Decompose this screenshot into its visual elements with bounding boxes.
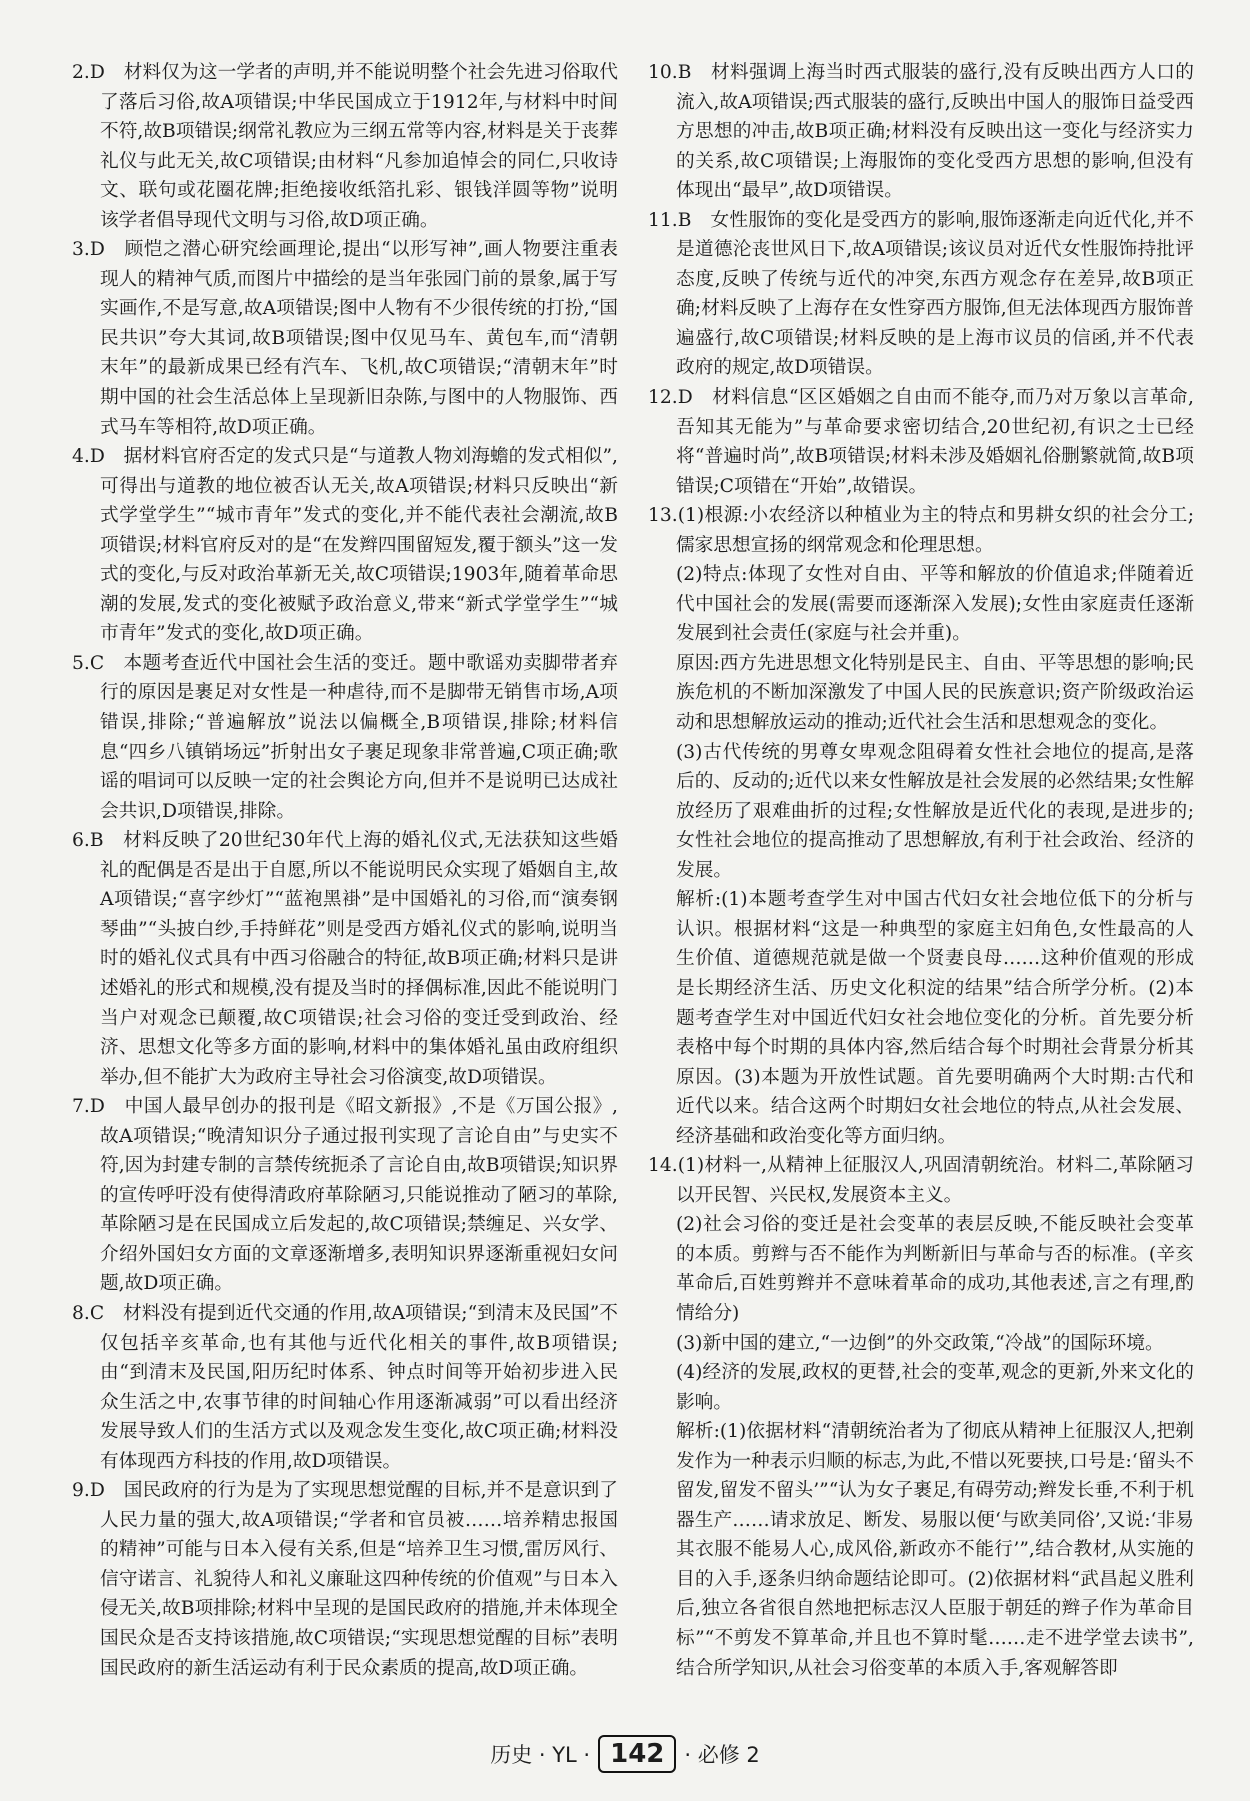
answer-paragraph: 解析:(1)本题考查学生对中国古代妇女社会地位低下的分析与认识。根据材料“这是一种典型的家庭主妇角色,女性最高的人生价值、道德规范就是做一个贤妻良母……这种价值观的形成是长期经济生活、历史文化积淀的结果”结合所学分析。(2)本题考查学生对中国近代妇女社会地位变化的分析。首先要分析表格中每个时期的具体内容,然后结合每个时期社会背景分析其原因。(3)本题为开放性试题。首先要明确两个大时期:古代和近代以来。结合这两个时期妇女社会地位的特点,从社会发展、经济基础和政治变化等方面归纳。	[676, 889, 1194, 1147]
answer-paragraph: 11.B 女性服饰的变化是受西方的影响,服饰逐渐走向近代化,并不是道德沦丧世风日下,故A项错误;该议员对近代女性服饰持批评态度,反映了传统与近代的冲突,东西方观念存在差异,故B项正确;材料反映了上海存在女性穿西方服饰,但无法体现西方服饰普遍盛行,故C项错误;材料反映的是上海市议员的信函,并不代表政府的规定,故D项错误。	[648, 209, 1194, 379]
answer-paragraph: 3.D 顾恺之潜心研究绘画理论,提出“以形写神”,画人物要注重表现人的精神气质,而图片中描绘的是当年张园门前的景象,属于写实画作,不是写意,故A项错误;图中人物有不少很传统的打扮,“国民共识”夸大其词,故B项错误;图中仅见马车、黄包车,而“清朝末年”的最新成果已经有汽车、飞机,故C项错误;“清朝末年”时期中国的社会生活总体上呈现新旧杂陈,与图中的人物服饰、西式马车等相符,故D项正确。	[72, 239, 618, 438]
answer-paragraph: 12.D 材料信息“区区婚姻之自由而不能夺,而乃对万象以言革命,吾知其无能为”与革命要求密切结合,20世纪初,有识之士已经将“普遍时尚”,故B项错误;材料未涉及婚姻礼俗删繁就简,故B项错误;C项错在“开始”,故错误。	[648, 387, 1194, 497]
left-column	[72, 58, 618, 1683]
answer-paragraph: (4)经济的发展,政权的更替,社会的变革,观念的更新,外来文化的影响。	[676, 1362, 1194, 1413]
answer-paragraph: 6.B 材料反映了20世纪30年代上海的婚礼仪式,无法获知这些婚礼的配偶是否是出于自愿,所以不能说明民众实现了婚姻自主,故A项错误;“喜字纱灯”“蓝袍黑褂”是中国婚礼的习俗,而“演奏钢琴曲”“头披白纱,手持鲜花”则是受西方婚礼仪式的影响,说明当时的婚礼仪式具有中西习俗融合的特征,故B项正确;材料只是讲述婚礼的形式和规模,没有提及当时的择偶标准,因此不能说明门当户对观念已颠覆,故C项错误;社会习俗的变迁受到政治、经济、思想文化等多方面的影响,材料中的集体婚礼虽由政府组织举办,但不能扩大为政府主导社会习俗演变,故D项错误。	[72, 830, 618, 1088]
answer-paragraph: (2)社会习俗的变迁是社会变革的表层反映,不能反映社会变革的本质。剪辫与否不能作为判断新旧与革命与否的标准。(辛亥革命后,百姓剪辫并不意味着革命的成功,其他表述,言之有理,酌情给分)	[676, 1214, 1194, 1324]
footer-subject: 历史 · YL ·	[490, 1743, 591, 1767]
answer-paragraph: 5.C 本题考查近代中国社会生活的变迁。题中歌谣劝卖脚带者弃行的原因是裹足对女性是一种虐待,而不是脚带无销售市场,A项错误,排除;“普遍解放”说法以偏概全,B项错误,排除;材料信息“四乡八镇销场远”折射出女子裹足现象非常普遍,C项正确;歌谣的唱词可以反映一定的社会舆论方向,但并不是说明已达成社会共识,D项错误,排除。	[72, 652, 618, 822]
page-number: 142	[598, 1735, 676, 1773]
answer-paragraph: 4.D 据材料官府否定的发式只是“与道教人物刘海蟾的发式相似”,可得出与道教的地位被否认无关,故A项错误;材料只反映出“新式学堂学生”“城市青年”发式的变化,并不能代表社会潮流,故B项错误;材料官府反对的是“在发辫四围留短发,覆于额头”这一发式的变化,与反对政治革新无关,故C项错误;1903年,随着革命思潮的发展,发式的变化被赋予政治意义,带来“新式学堂学生”“城市青年”发式的变化,故D项正确。	[72, 446, 618, 645]
answer-paragraph: 13.(1)根源:小农经济以种植业为主的特点和男耕女织的社会分工;儒家思想宣扬的纲常观念和伦理思想。	[648, 505, 1194, 556]
answer-paragraph: (2)特点:体现了女性对自由、平等和解放的价值追求;伴随着近代中国社会的发展(需要而逐渐深入发展);女性由家庭责任逐渐发展到社会责任(家庭与社会并重)。	[676, 564, 1194, 645]
answer-paragraph: 14.(1)材料一,从精神上征服汉人,巩固清朝统治。材料二,革除陋习以开民智、兴民权,发展资本主义。	[648, 1155, 1194, 1206]
footer-module: · 必修 2	[684, 1743, 760, 1767]
answer-paragraph: 2.D 材料仅为这一学者的声明,并不能说明整个社会先进习俗取代了落后习俗,故A项错误;中华民国成立于1912年,与材料中时间不符,故B项错误;纲常礼教应为三纲五常等内容,材料是关于丧葬礼仪与此无关,故C项错误;由材料“凡参加追悼会的同仁,只收诗文、联句或花圈花牌;拒绝接收纸箔扎彩、银钱洋圆等物”说明该学者倡导现代文明与习俗,故D项正确。	[72, 62, 618, 231]
answer-paragraph: 8.C 材料没有提到近代交通的作用,故A项错误;“到清末及民国”不仅包括辛亥革命,也有其他与近代化相关的事件,故B项错误;由“到清末及民国,阳历纪时体系、钟点时间等开始初步进入民众生活之中,农事节律的时间轴心作用逐渐减弱”可以看出经济发展导致人们的生活方式以及观念发生变化,故C项正确;材料没有体现西方科技的作用,故D项错误。	[72, 1302, 618, 1472]
answer-paragraph: (3)新中国的建立,“一边倒”的外交政策,“冷战”的国际环境。	[676, 1332, 1164, 1354]
page-footer	[0, 1735, 1250, 1773]
answer-paragraph: 7.D 中国人最早创办的报刊是《昭文新报》,不是《万国公报》,故A项错误;“晚清知识分子通过报刊实现了言论自由”与史实不符,因为封建专制的言禁传统扼杀了言论自由,故B项错误;知识界的宣传呼吁没有使得清政府革除陋习,只能说推动了陋习的革除,革除陋习是在民国成立后发起的,故C项错误;禁缠足、兴女学、介绍外国妇女方面的文章逐渐增多,表明知识界逐渐重视妇女问题,故D项正确。	[72, 1096, 618, 1295]
answer-paragraph: 原因:西方先进思想文化特别是民主、自由、平等思想的影响;民族危机的不断加深激发了中国人民的民族意识;资产阶级政治运动和思想解放运动的推动;近代社会生活和思想观念的变化。	[676, 652, 1194, 734]
answer-paragraph: (3)古代传统的男尊女卑观念阻碍着女性社会地位的提高,是落后的、反动的;近代以来女性解放是社会发展的必然结果;女性解放经历了艰难曲折的过程;女性解放是近代化的表现,是进步的;女性社会地位的提高推动了思想解放,有利于社会政治、经济的发展。	[676, 741, 1194, 881]
answer-paragraph: 10.B 材料强调上海当时西式服装的盛行,没有反映出西方人口的流入,故A项错误;西式服装的盛行,反映出中国人的服饰日益受西方思想的冲击,故B项正确;材料没有反映出这一变化与经济实力的关系,故C项错误;上海服饰的变化受西方思想的影响,但没有体现出“最早”,故D项错误。	[648, 62, 1194, 202]
answer-paragraph: 解析:(1)依据材料“清朝统治者为了彻底从精神上征服汉人,把剃发作为一种表示归顺的标志,为此,不惜以死要挟,口号是:‘留头不留发,留发不留头’”“认为女子裹足,有碍劳动;辫发长垂,不利于机器生产……请求放足、断发、易服以便‘与欧美同俗’,又说:‘非易其衣服不能易人心,成风俗,新政亦不能行’”,结合教材,从实施的目的入手,逐条归纳命题结论即可。(2)依据材料“武昌起义胜利后,独立各省很自然地把标志汉人臣服于朝廷的辫子作为革命目标”“不剪发不算革命,并且也不算时髦……走不进学堂去读书”,结合所学知识,从社会习俗变革的本质入手,客观解答即	[676, 1421, 1194, 1679]
right-column	[648, 58, 1194, 1683]
answer-paragraph: 9.D 国民政府的行为是为了实现思想觉醒的目标,并不是意识到了人民力量的强大,故A项错误;“学者和官员被……培养精忠报国的精神”可能与日本入侵有关系,但是“培养卫生习惯,雷厉风行、信守诺言、礼貌待人和礼义廉耻这四种传统的价值观”与日本入侵无关,故B项排除;材料中呈现的是国民政府的措施,并未体现全国民众是否支持该措施,故C项错误;“实现思想觉醒的目标”表明国民政府的新生活运动有利于民众素质的提高,故D项正确。	[72, 1480, 618, 1679]
